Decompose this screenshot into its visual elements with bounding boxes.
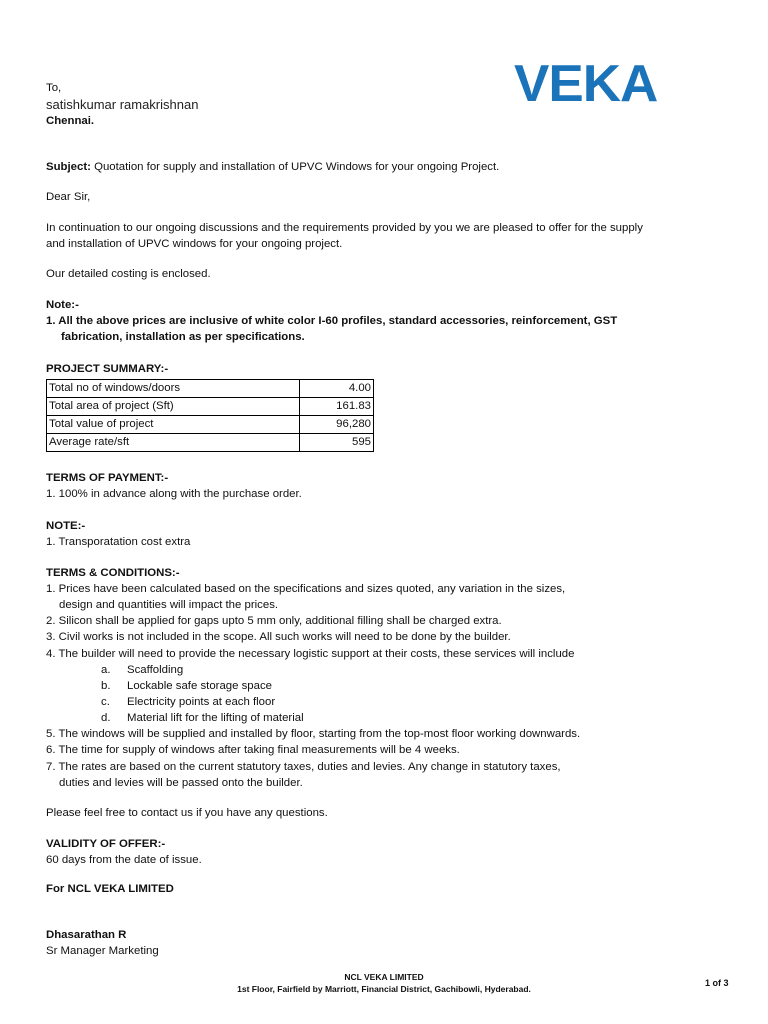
summary-value: 96,280 xyxy=(299,416,373,434)
terms-item-3: 3. Civil works is not included in the scope. All such works will need to be done by the builder. xyxy=(46,631,511,643)
salutation: Dear Sir, xyxy=(46,191,91,203)
note-line-1: 1. All the above prices are inclusive of white color I-60 profiles, standard accessories, reinforcement, GST xyxy=(46,315,618,327)
terms-item-1a: 1. Prices have been calculated based on the specifications and sizes quoted, any variation in the sizes, xyxy=(46,583,566,595)
terms-sub-text: Electricity points at each floor xyxy=(127,696,276,708)
footer-company: NCL VEKA LIMITED xyxy=(344,972,424,982)
terms-item-7a: 7. The rates are based on the current statutory taxes, duties and levies. Any change in statutory taxes, xyxy=(46,761,561,773)
terms-sub-text: Lockable safe storage space xyxy=(127,680,273,692)
footer-address: 1st Floor, Fairfield by Marriott, Financial District, Gachibowli, Hyderabad. xyxy=(237,984,531,994)
terms-title: TERMS & CONDITIONS:- xyxy=(46,567,180,579)
terms-sub-letter: a. xyxy=(101,664,111,676)
terms-item-5: 5. The windows will be supplied and installed by floor, starting from the top-most floor working downwards. xyxy=(46,728,581,740)
table-row xyxy=(47,398,374,416)
note-title: Note:- xyxy=(46,299,79,311)
summary-value: 595 xyxy=(299,434,373,452)
payment-item: 1. 100% in advance along with the purchase order. xyxy=(46,488,302,500)
summary-value: 4.00 xyxy=(299,380,373,398)
terms-sub-text: Material lift for the lifting of material xyxy=(127,712,304,724)
note2-title: NOTE:- xyxy=(46,520,86,532)
recipient-name: satishkumar ramakrishnan xyxy=(46,97,199,112)
table-row xyxy=(47,416,374,434)
terms-sub-text: Scaffolding xyxy=(127,664,184,676)
to-label: To, xyxy=(46,82,62,94)
summary-value: 161.83 xyxy=(299,398,373,416)
recipient-city: Chennai. xyxy=(46,115,95,127)
page-number: 1 of 3 xyxy=(705,978,729,988)
note-line-2: fabrication, installation as per specifications. xyxy=(61,331,305,343)
validity-title: VALIDITY OF OFFER:- xyxy=(46,838,166,850)
terms-item-7b: duties and levies will be passed onto the builder. xyxy=(59,777,303,789)
table-row xyxy=(47,380,374,398)
payment-title: TERMS OF PAYMENT:- xyxy=(46,472,169,484)
terms-sub-letter: c. xyxy=(101,696,110,708)
subject-line xyxy=(46,161,499,173)
project-summary-table xyxy=(46,379,374,452)
subject-label: Subject: xyxy=(46,161,91,173)
intro-line-1: In continuation to our ongoing discussions and the requirements provided by you we are pleased to offer for the supply xyxy=(46,222,643,234)
terms-item-2: 2. Silicon shall be applied for gaps upto 5 mm only, additional filling shall be charged extra. xyxy=(46,615,502,627)
terms-sub-letter: b. xyxy=(101,680,111,692)
project-summary-title: PROJECT SUMMARY:- xyxy=(46,363,169,375)
intro-line-2: and installation of UPVC windows for your ongoing project. xyxy=(46,238,343,250)
summary-label: Total area of project (Sft) xyxy=(47,398,300,416)
terms-item-6: 6. The time for supply of windows after taking final measurements will be 4 weeks. xyxy=(46,744,460,756)
contact-text: Please feel free to contact us if you have any questions. xyxy=(46,807,328,819)
terms-item-1b: design and quantities will impact the prices. xyxy=(59,599,279,611)
note2-item: 1. Transporatation cost extra xyxy=(46,536,191,548)
summary-label: Total value of project xyxy=(47,416,300,434)
signatory-title: Sr Manager Marketing xyxy=(46,945,159,957)
signatory-name: Dhasarathan R xyxy=(46,929,127,941)
subject-text: Quotation for supply and installation of UPVC Windows for your ongoing Project. xyxy=(94,161,500,173)
terms-item-4: 4. The builder will need to provide the necessary logistic support at their costs, these services will include xyxy=(46,648,575,660)
table-row xyxy=(47,434,374,452)
summary-label: Total no of windows/doors xyxy=(47,380,300,398)
summary-label: Average rate/sft xyxy=(47,434,300,452)
terms-sub-letter: d. xyxy=(101,712,111,724)
costing-text: Our detailed costing is enclosed. xyxy=(46,268,211,280)
for-company: For NCL VEKA LIMITED xyxy=(46,883,174,895)
veka-logo: VEKA xyxy=(514,55,658,113)
validity-text: 60 days from the date of issue. xyxy=(46,854,202,866)
